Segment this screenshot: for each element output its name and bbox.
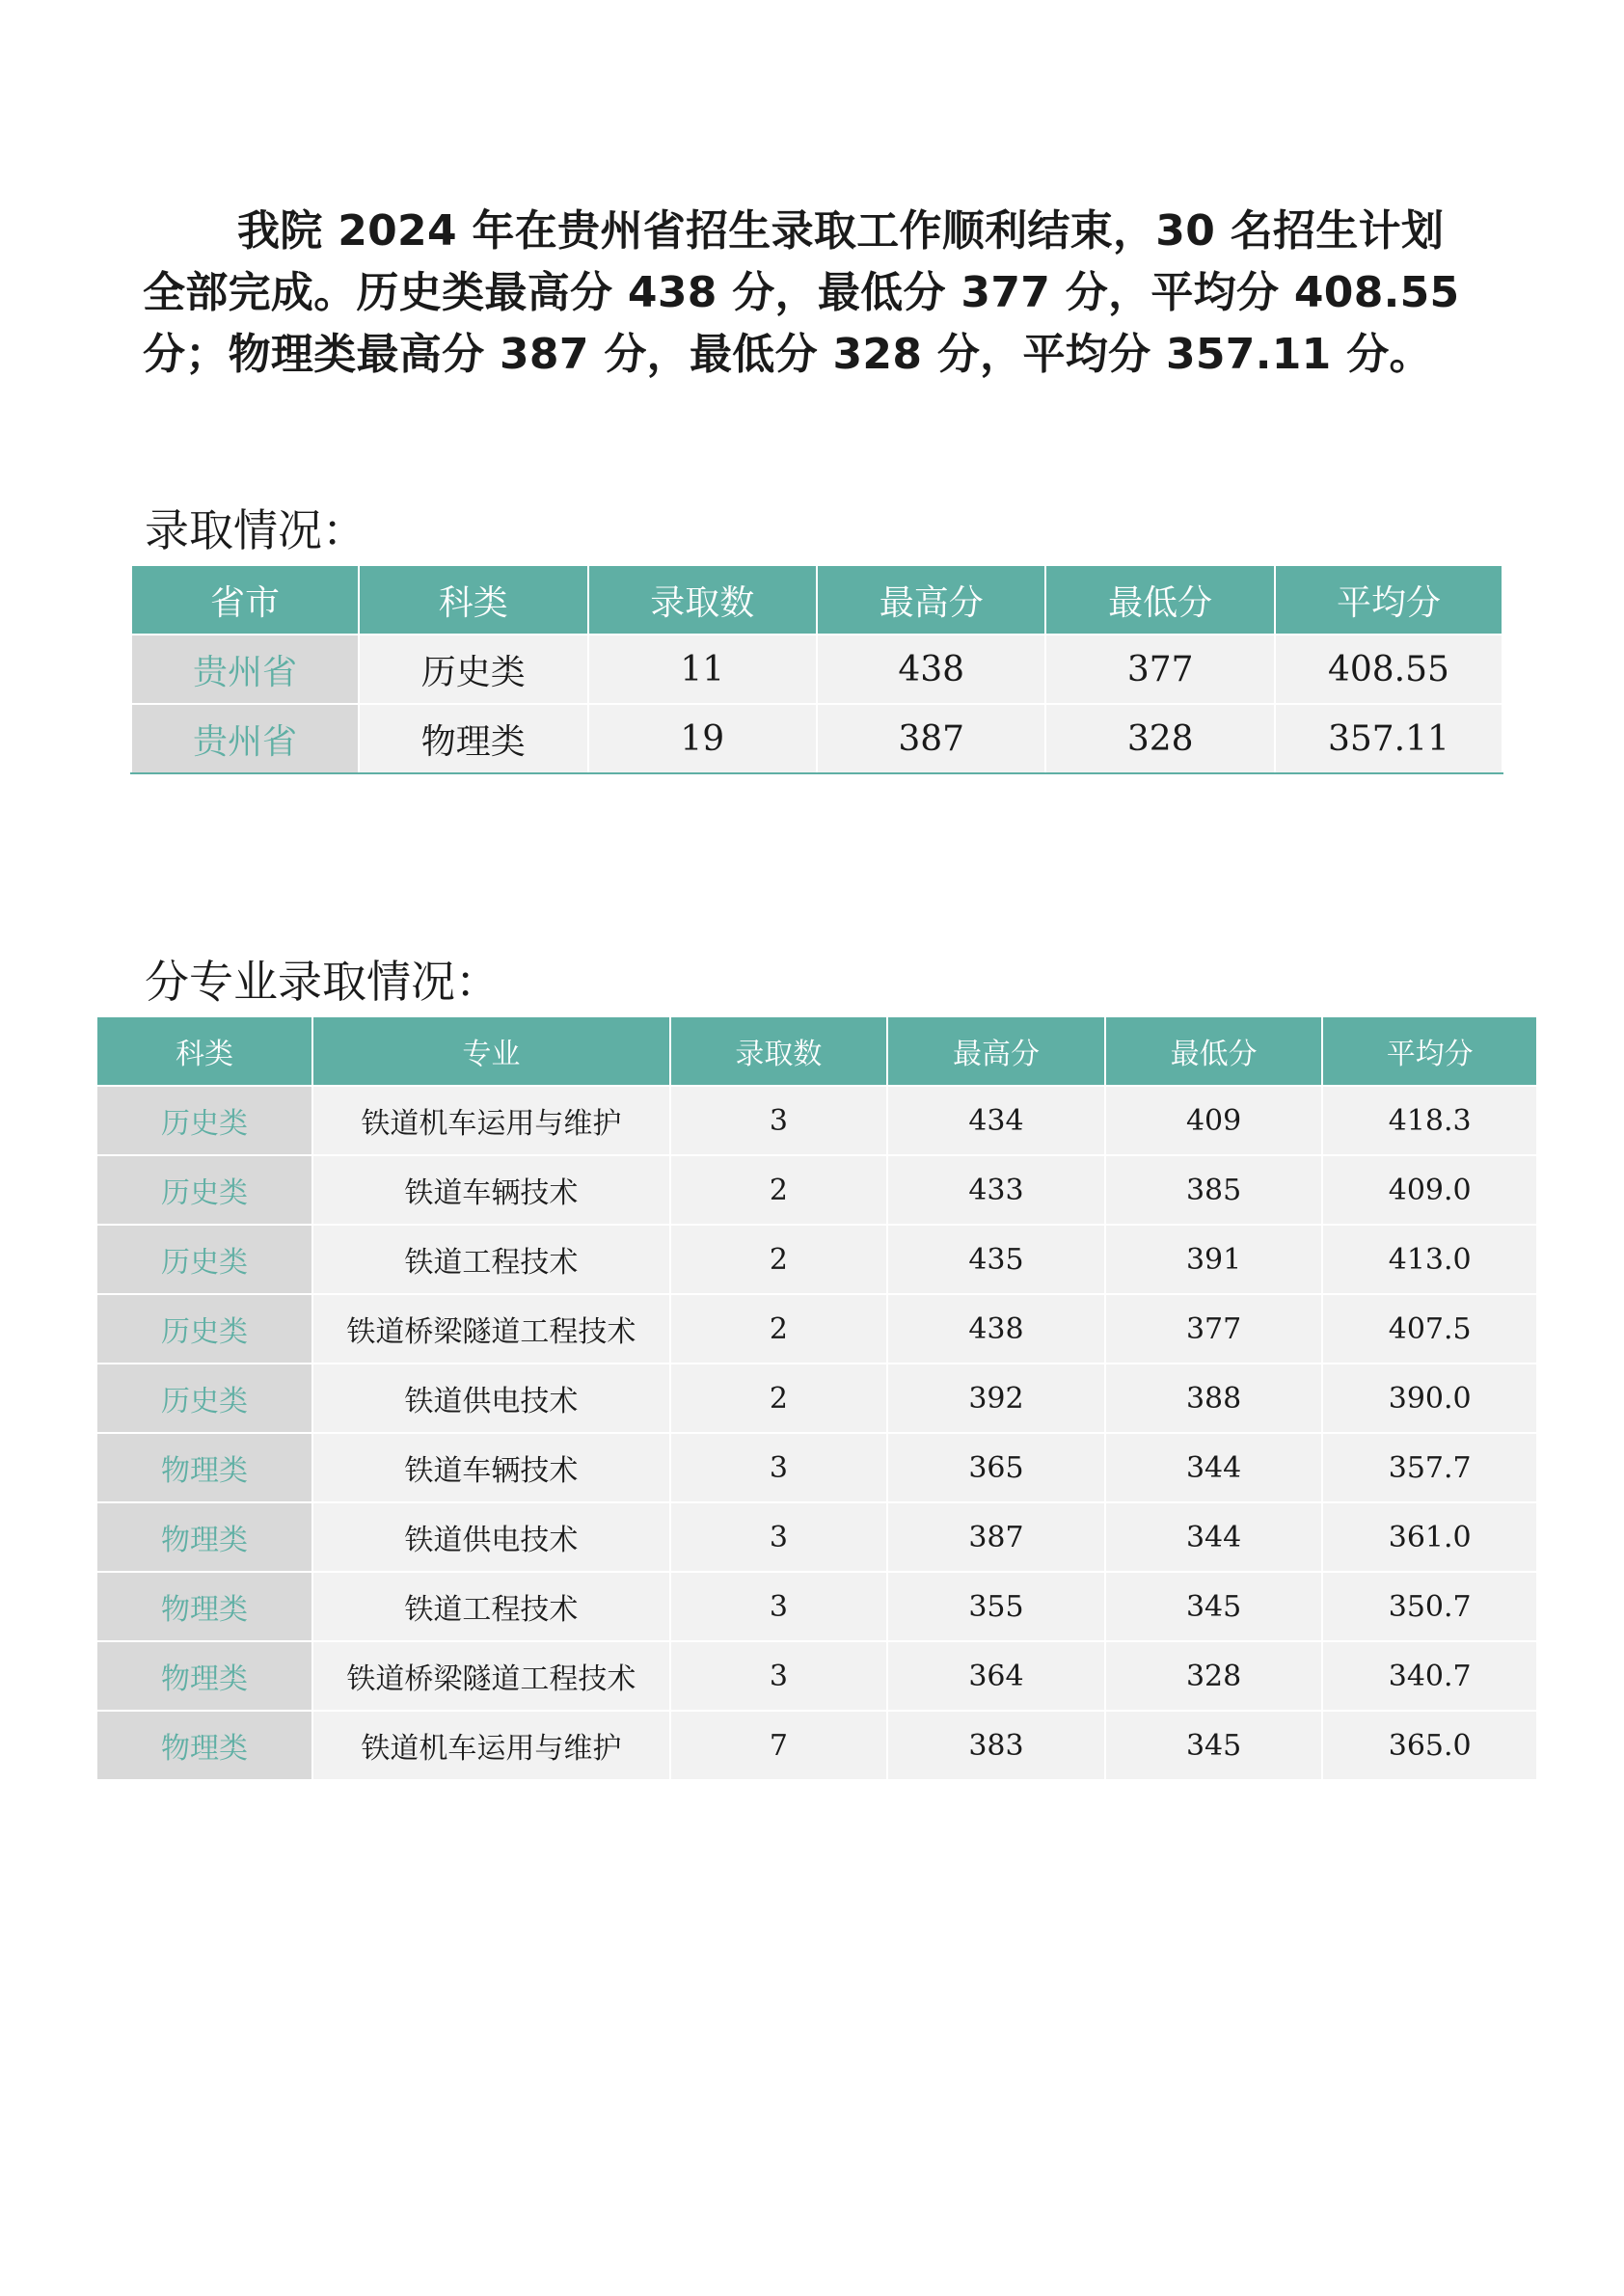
table-cell: 361.0: [1322, 1502, 1537, 1572]
table-cell: 铁道机车运用与维护: [312, 1711, 670, 1780]
column-header: 平均分: [1275, 565, 1502, 635]
table-cell: 328: [1045, 704, 1274, 773]
column-header: 最低分: [1045, 565, 1274, 635]
table-cell: 物理类: [96, 1502, 312, 1572]
column-header: 专业: [312, 1016, 670, 1086]
table-row: [96, 1225, 1537, 1294]
table-cell: 409: [1105, 1086, 1323, 1155]
table-cell: 390.0: [1322, 1364, 1537, 1433]
table-cell: 物理类: [96, 1711, 312, 1780]
table-cell: 387: [887, 1502, 1105, 1572]
table-cell: 历史类: [96, 1155, 312, 1225]
table-cell: 铁道工程技术: [312, 1225, 670, 1294]
column-header: 最高分: [817, 565, 1045, 635]
table-cell: 328: [1105, 1641, 1323, 1711]
table-cell: 340.7: [1322, 1641, 1537, 1711]
column-header: 录取数: [670, 1016, 888, 1086]
table-cell: 418.3: [1322, 1086, 1537, 1155]
table-cell: 3: [670, 1086, 888, 1155]
intro-paragraph: [143, 201, 1493, 386]
table-cell: 铁道车辆技术: [312, 1155, 670, 1225]
table-cell: 345: [1105, 1572, 1323, 1641]
table-row: [96, 1711, 1537, 1780]
table-cell: 铁道工程技术: [312, 1572, 670, 1641]
table-cell: 357.11: [1275, 704, 1502, 773]
table-cell: 377: [1105, 1294, 1323, 1364]
table-cell: 408.55: [1275, 635, 1502, 704]
table-cell: 铁道机车运用与维护: [312, 1086, 670, 1155]
table-cell: 357.7: [1322, 1433, 1537, 1502]
column-header: 省市: [131, 565, 359, 635]
table-cell: 物理类: [96, 1433, 312, 1502]
table-cell: 历史类: [359, 635, 587, 704]
table-cell: 433: [887, 1155, 1105, 1225]
column-header: 录取数: [588, 565, 817, 635]
column-header: 平均分: [1322, 1016, 1537, 1086]
table-cell: 历史类: [96, 1294, 312, 1364]
table-cell: 物理类: [96, 1641, 312, 1711]
admission-summary-table: [130, 564, 1503, 774]
table-cell: 7: [670, 1711, 888, 1780]
table-cell: 365: [887, 1433, 1105, 1502]
table-cell: 贵州省: [131, 635, 359, 704]
table-cell: 历史类: [96, 1364, 312, 1433]
table-cell: 19: [588, 704, 817, 773]
table-cell: 392: [887, 1364, 1105, 1433]
table-cell: 407.5: [1322, 1294, 1537, 1364]
table-cell: 409.0: [1322, 1155, 1537, 1225]
admission-summary-title: 录取情况：: [145, 504, 366, 556]
table-cell: 物理类: [96, 1572, 312, 1641]
table-row: [96, 1433, 1537, 1502]
table-row: [96, 1364, 1537, 1433]
column-header: 最低分: [1105, 1016, 1323, 1086]
table-body: [131, 635, 1502, 773]
table-cell: 铁道供电技术: [312, 1502, 670, 1572]
table-cell: 铁道车辆技术: [312, 1433, 670, 1502]
table-cell: 435: [887, 1225, 1105, 1294]
table-cell: 365.0: [1322, 1711, 1537, 1780]
table-cell: 344: [1105, 1502, 1323, 1572]
table-cell: 438: [887, 1294, 1105, 1364]
table-cell: 物理类: [359, 704, 587, 773]
column-header: 科类: [359, 565, 587, 635]
intro-line-2: 全部完成。历史类最高分 438 分，最低分 377 分，平均分 408.55: [143, 268, 1460, 317]
intro-line-3: 分；物理类最高分 387 分，最低分 328 分，平均分 357.11 分。: [143, 330, 1432, 379]
table-header: [131, 565, 1502, 635]
table-cell: 2: [670, 1155, 888, 1225]
table-cell: 388: [1105, 1364, 1323, 1433]
table-cell: 345: [1105, 1711, 1323, 1780]
table-cell: 铁道桥梁隧道工程技术: [312, 1294, 670, 1364]
table-cell: 贵州省: [131, 704, 359, 773]
table-header-row: [96, 1016, 1537, 1086]
major-admission-title: 分专业录取情况：: [145, 956, 500, 1008]
table-header-row: [131, 565, 1502, 635]
table-cell: 385: [1105, 1155, 1323, 1225]
table-cell: 3: [670, 1433, 888, 1502]
table-cell: 3: [670, 1572, 888, 1641]
table-cell: 历史类: [96, 1086, 312, 1155]
table-cell: 434: [887, 1086, 1105, 1155]
column-header: 科类: [96, 1016, 312, 1086]
table-cell: 铁道桥梁隧道工程技术: [312, 1641, 670, 1711]
table-cell: 391: [1105, 1225, 1323, 1294]
table-body: [96, 1086, 1537, 1780]
table-cell: 438: [817, 635, 1045, 704]
table-cell: 2: [670, 1225, 888, 1294]
table-cell: 3: [670, 1641, 888, 1711]
table-row: [131, 635, 1502, 704]
table-cell: 387: [817, 704, 1045, 773]
table-row: [131, 704, 1502, 773]
major-admission-table: [95, 1015, 1538, 1781]
table-cell: 344: [1105, 1433, 1323, 1502]
table-cell: 355: [887, 1572, 1105, 1641]
table-cell: 383: [887, 1711, 1105, 1780]
table-cell: 413.0: [1322, 1225, 1537, 1294]
table-row: [96, 1572, 1537, 1641]
table-row: [96, 1294, 1537, 1364]
table-cell: 350.7: [1322, 1572, 1537, 1641]
table-row: [96, 1641, 1537, 1711]
table-row: [96, 1155, 1537, 1225]
table-cell: 11: [588, 635, 817, 704]
table-cell: 2: [670, 1364, 888, 1433]
table-row: [96, 1086, 1537, 1155]
table-cell: 364: [887, 1641, 1105, 1711]
table-cell: 2: [670, 1294, 888, 1364]
table-cell: 历史类: [96, 1225, 312, 1294]
intro-line-1: 我院 2024 年在贵州省招生录取工作顺利结束，30 名招生计划: [237, 206, 1445, 256]
table-cell: 3: [670, 1502, 888, 1572]
table-row: [96, 1502, 1537, 1572]
table-cell: 377: [1045, 635, 1274, 704]
column-header: 最高分: [887, 1016, 1105, 1086]
table-cell: 铁道供电技术: [312, 1364, 670, 1433]
table-header: [96, 1016, 1537, 1086]
